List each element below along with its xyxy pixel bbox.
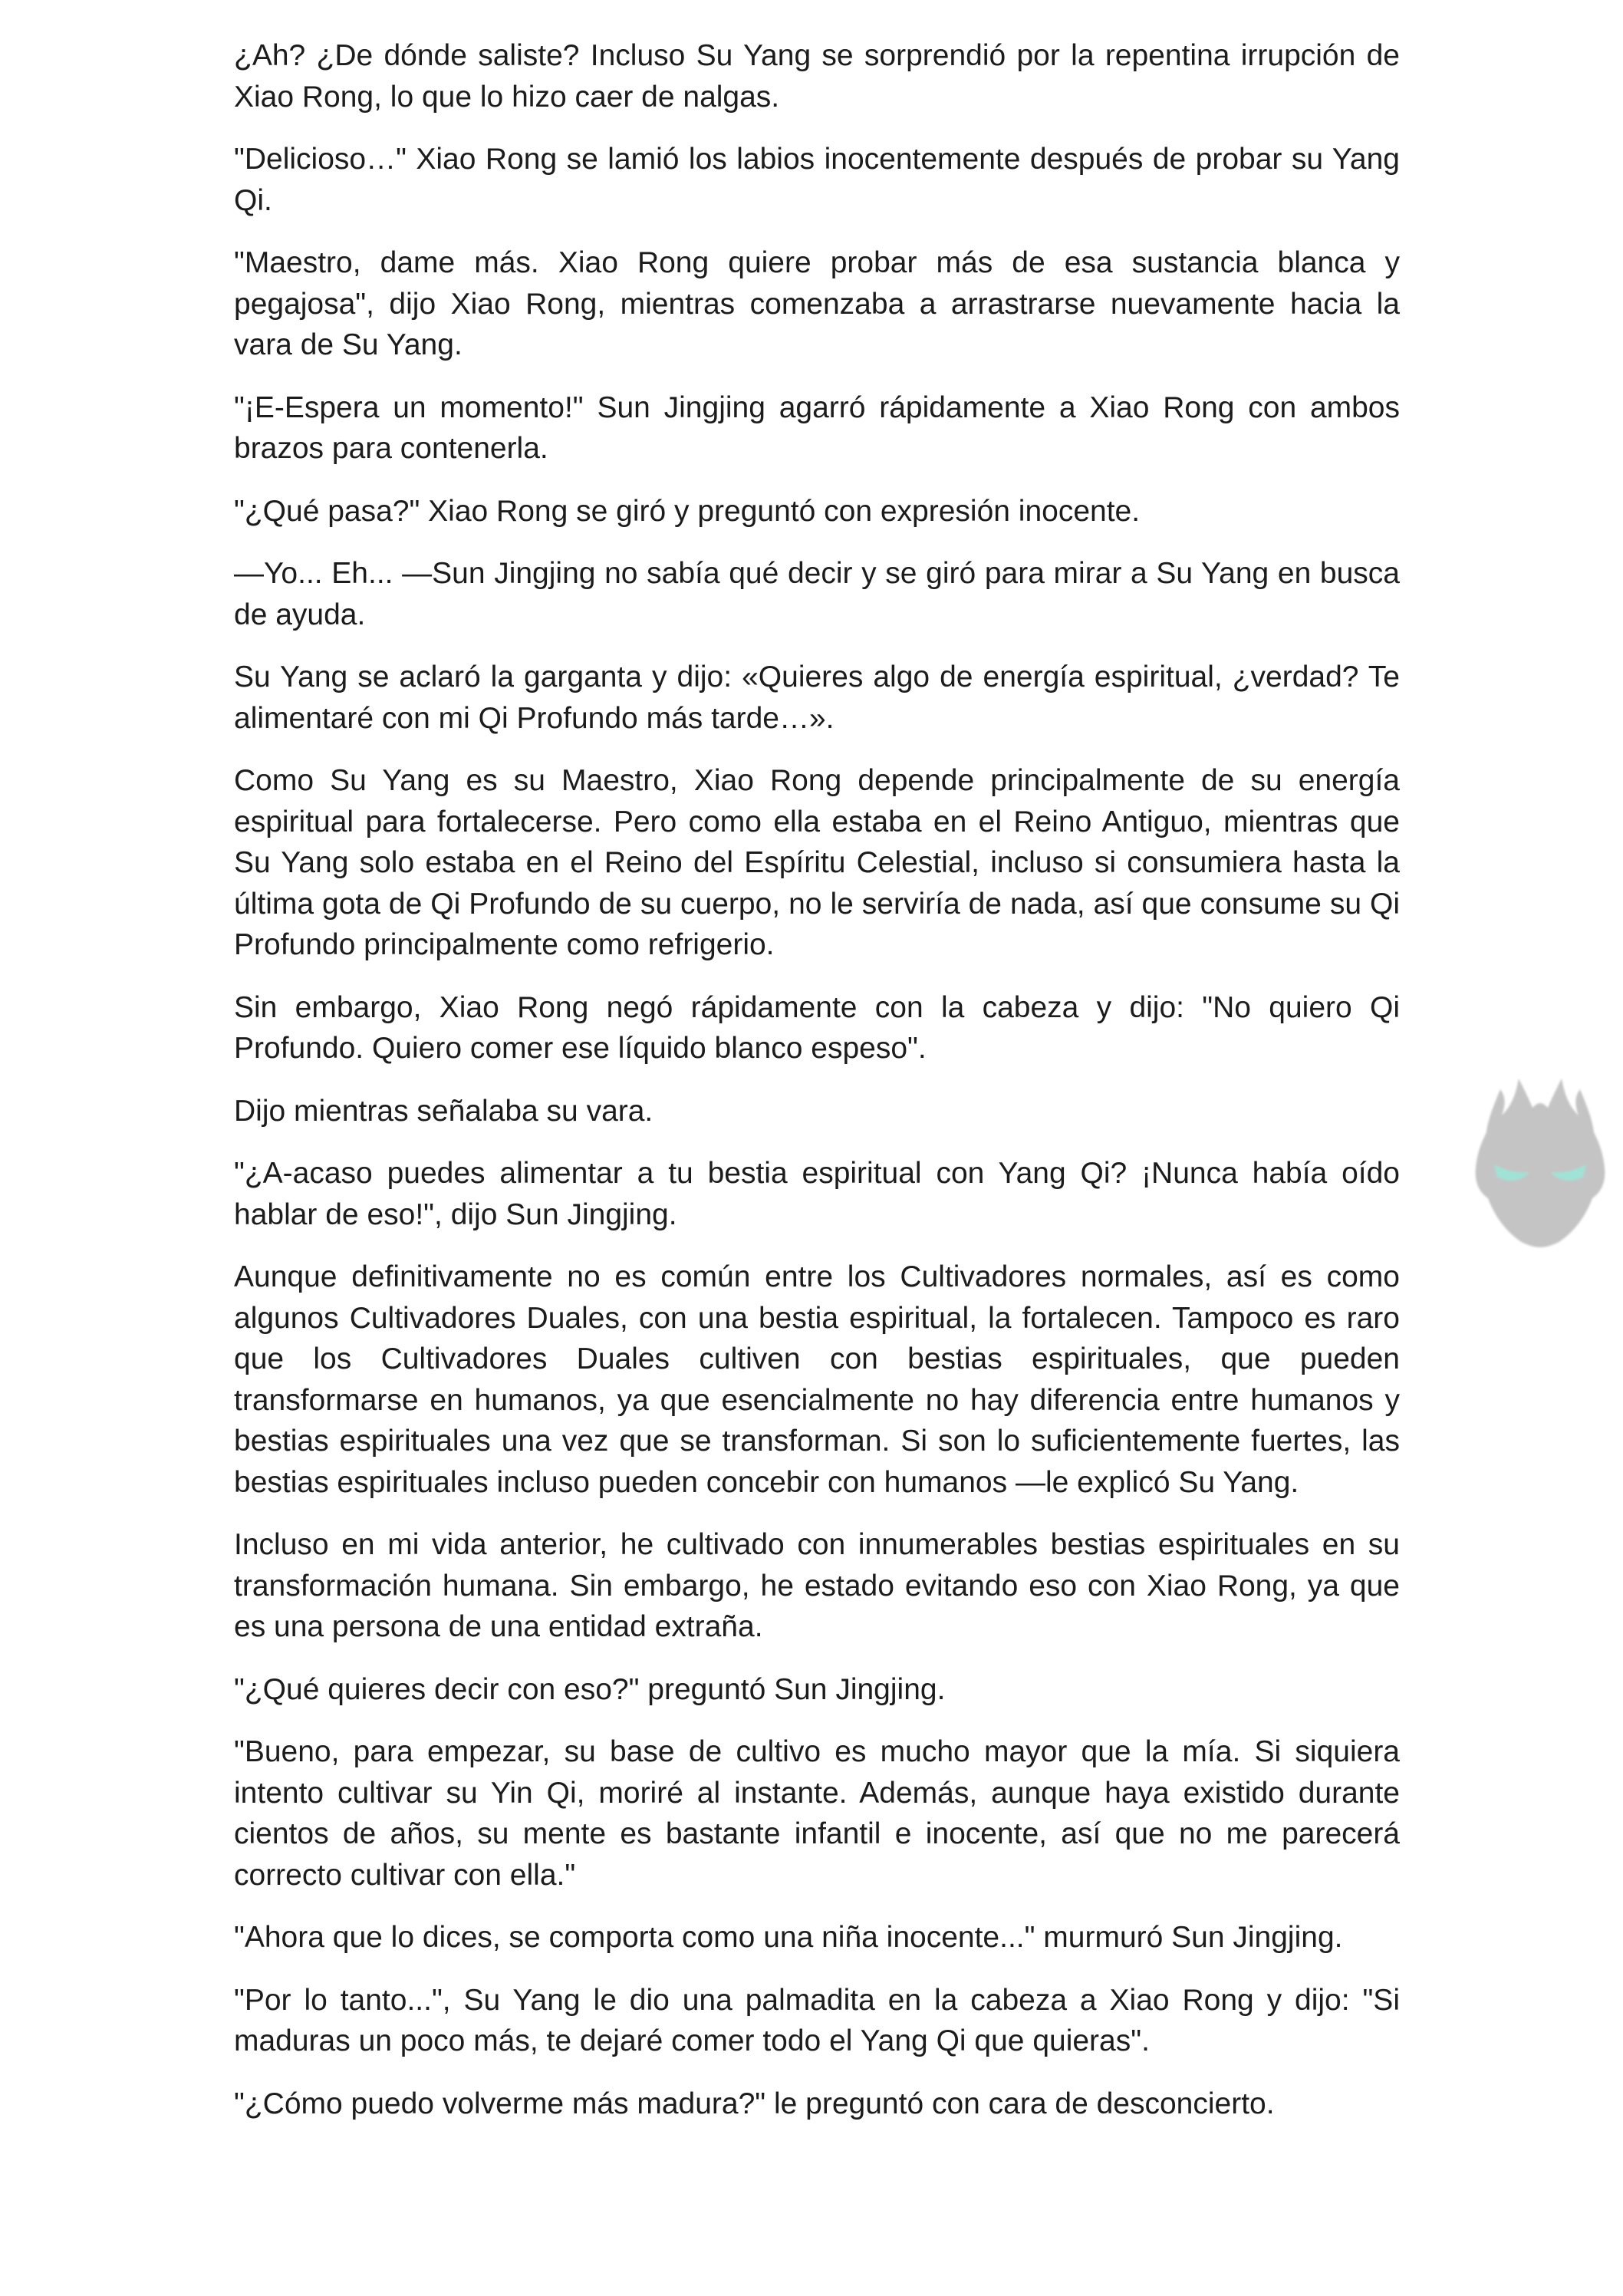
paragraph-14: "¿Qué quieres decir con eso?" preguntó Sun Jingjing. bbox=[234, 1672, 946, 1706]
paragraph-18: "¿Cómo puedo volverme más madura?" le preguntó con cara de desconcierto. bbox=[234, 2087, 1275, 2120]
paragraph-1: ¿Ah? ¿De dónde saliste? Incluso Su Yang se sorprendió por la repentina irrupción de Xiao Rong, lo que lo hizo caer de nalgas. bbox=[234, 39, 1400, 114]
paragraph-16: "Ahora que lo dices, se comporta como una niña inocente..." murmuró Sun Jingjing. bbox=[234, 1921, 1343, 1954]
paragraph-11: "¿A-acaso puedes alimentar a tu bestia espiritual con Yang Qi? ¡Nunca había oído hablar de eso!", dijo Sun Jingjing. bbox=[234, 1157, 1400, 1231]
paragraph-9: Sin embargo, Xiao Rong negó rápidamente con la cabeza y dijo: "No quiero Qi Profundo. Quiero comer ese líquido blanco espeso". bbox=[234, 990, 1400, 1065]
paragraph-5: "¿Qué pasa?" Xiao Rong se giró y preguntó con expresión inocente. bbox=[234, 494, 1141, 528]
document-body bbox=[234, 35, 1400, 2146]
demon-head-icon bbox=[1471, 1072, 1609, 1249]
paragraph-10: Dijo mientras señalaba su vara. bbox=[234, 1094, 653, 1128]
paragraph-13: Incluso en mi vida anterior, he cultivado con innumerables bestias espirituales en su transformación humana. Sin embargo, he estado evitando eso con Xiao Rong, ya que es una persona de una entidad extraña. bbox=[234, 1528, 1400, 1643]
paragraph-12: Aunque definitivamente no es común entre los Cultivadores normales, así es como algunos Cultivadores Duales, con una bestia espiritual, la fortalecen. Tampoco es raro que los Cultivadores Duales cultiven con bestias espirituales, que pueden transformarse en humanos, ya que esencialmente no hay diferencia entre humanos y bestias espirituales una vez que se transforman. Si son lo suficientemente fuertes, las bestias espirituales incluso pueden concebir con humanos —le explicó Su Yang. bbox=[234, 1260, 1400, 1499]
paragraph-6: —Yo... Eh... —Sun Jingjing no sabía qué decir y se giró para mirar a Su Yang en busca de ayuda. bbox=[234, 557, 1400, 631]
paragraph-8: Como Su Yang es su Maestro, Xiao Rong depende principalmente de su energía espiritual para fortalecerse. Pero como ella estaba en el Reino Antiguo, mientras que Su Yang solo estaba en el Reino del Espíritu Celestial, incluso si consumiera hasta la última gota de Qi Profundo de su cuerpo, no le serviría de nada, así que consume su Qi Profundo principalmente como refrigerio. bbox=[234, 764, 1400, 961]
paragraph-4: "¡E-Espera un momento!" Sun Jingjing agarró rápidamente a Xiao Rong con ambos brazos para contenerla. bbox=[234, 390, 1400, 465]
paragraph-7: Su Yang se aclaró la garganta y dijo: «Quieres algo de energía espiritual, ¿verdad? Te alimentaré con mi Qi Profundo más tarde…». bbox=[234, 660, 1400, 735]
demon-head-silhouette bbox=[1476, 1079, 1605, 1247]
paragraph-2: "Delicioso…" Xiao Rong se lamió los labios inocentemente después de probar su Yang Qi. bbox=[234, 143, 1400, 217]
paragraph-3: "Maestro, dame más. Xiao Rong quiere probar más de esa sustancia blanca y pegajosa", dijo Xiao Rong, mientras comenzaba a arrastrarse nuevamente hacia la vara de Su Yang. bbox=[234, 246, 1400, 361]
paragraph-17: "Por lo tanto...", Su Yang le dio una palmadita en la cabeza a Xiao Rong y dijo: "Si maduras un poco más, te dejaré comer todo el Yang Qi que quieras". bbox=[234, 1983, 1400, 2057]
paragraph-15: "Bueno, para empezar, su base de cultivo es mucho mayor que la mía. Si siquiera intento cultivar su Yin Qi, moriré al instante. Además, aunque haya existido durante cientos de años, su mente es bastante infantil e inocente, así que no me parecerá correcto cultivar con ella." bbox=[234, 1735, 1400, 1892]
